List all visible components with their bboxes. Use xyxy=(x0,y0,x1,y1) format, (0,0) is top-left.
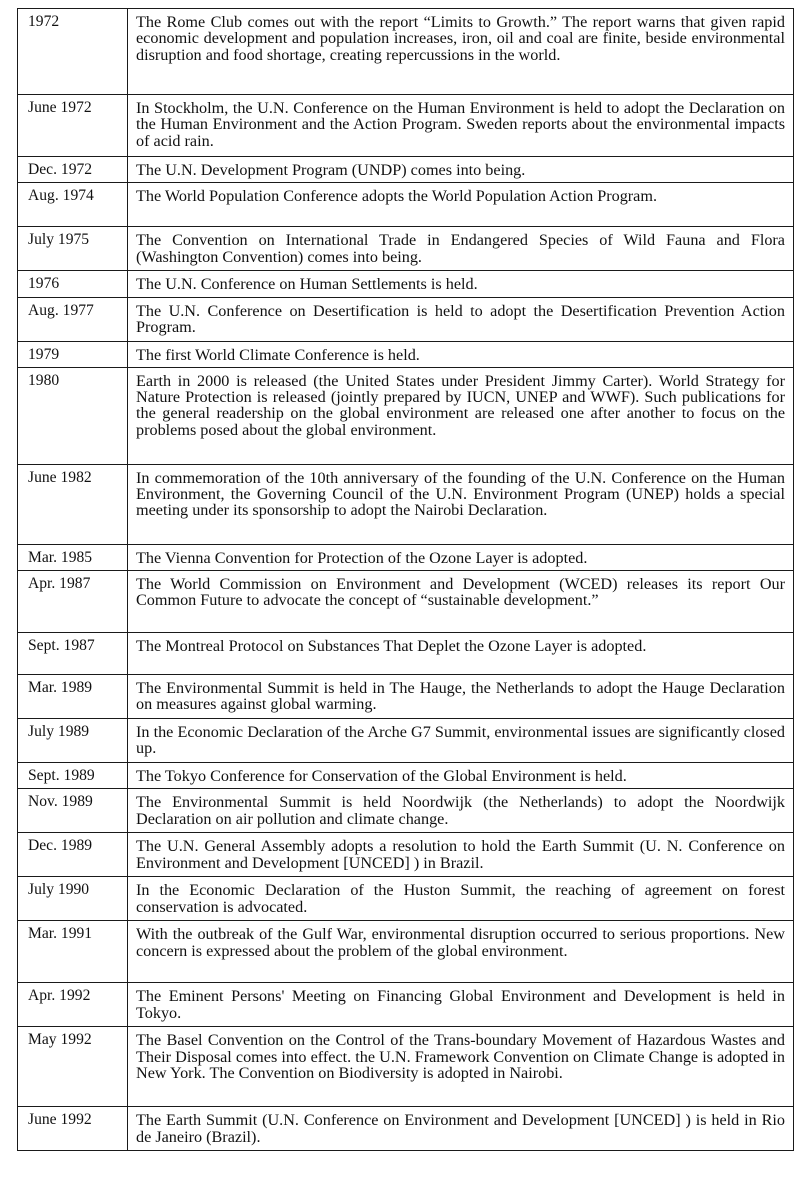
row-date: Sept. 1989 xyxy=(18,763,128,789)
row-date: Dec. 1972 xyxy=(18,157,128,183)
row-date: May 1992 xyxy=(18,1027,128,1107)
row-event: The U.N. Development Program (UNDP) comes into being. xyxy=(128,157,794,183)
row-event: The Environmental Summit is held Noordwijk (the Netherlands) to adopt the Noordwijk Declaration on air pollution and climate change. xyxy=(128,789,794,833)
row-date: June 1982 xyxy=(18,464,128,544)
table-row xyxy=(18,633,794,675)
row-event: The Environmental Summit is held in The Hauge, the Netherlands to adopt the Hauge Declaration on measures against global warming. xyxy=(128,675,794,719)
row-event: The Rome Club comes out with the report “Limits to Growth.” The report warns that given rapid economic development and population increases, iron, oil and coal are finite, beside environmental disruption and food shortage, creating repercussions in the world. xyxy=(128,9,794,95)
row-event: In the Economic Declaration of the Huston Summit, the reaching of agreement on forest conservation is advocated. xyxy=(128,877,794,921)
row-date: June 1992 xyxy=(18,1107,128,1151)
table-row xyxy=(18,921,794,983)
table-row xyxy=(18,789,794,833)
row-date: Apr. 1987 xyxy=(18,571,128,633)
table-row xyxy=(18,675,794,719)
table-row xyxy=(18,833,794,877)
row-date: Mar. 1991 xyxy=(18,921,128,983)
row-date: Dec. 1989 xyxy=(18,833,128,877)
row-event: The Vienna Convention for Protection of the Ozone Layer is adopted. xyxy=(128,544,794,570)
row-event: The World Commission on Environment and Development (WCED) releases its report Our Common Future to advocate the concept of “sustainable development.” xyxy=(128,571,794,633)
timeline-body xyxy=(18,9,794,1151)
table-row xyxy=(18,1107,794,1151)
table-row xyxy=(18,157,794,183)
row-event: The first World Climate Conference is held. xyxy=(128,341,794,367)
row-event: In the Economic Declaration of the Arche G7 Summit, environmental issues are significantly closed up. xyxy=(128,719,794,763)
row-date: Aug. 1977 xyxy=(18,297,128,341)
table-row xyxy=(18,464,794,544)
table-row xyxy=(18,183,794,227)
row-event: The World Population Conference adopts the World Population Action Program. xyxy=(128,183,794,227)
row-event: The Eminent Persons' Meeting on Financing Global Environment and Development is held in Tokyo. xyxy=(128,983,794,1027)
row-date: 1980 xyxy=(18,367,128,464)
table-row xyxy=(18,95,794,157)
table-row xyxy=(18,983,794,1027)
row-event: The Tokyo Conference for Conservation of the Global Environment is held. xyxy=(128,763,794,789)
row-date: June 1972 xyxy=(18,95,128,157)
row-date: 1976 xyxy=(18,271,128,297)
table-row xyxy=(18,271,794,297)
row-event: The U.N. General Assembly adopts a resolution to hold the Earth Summit (U. N. Conference on Environment and Development [UNCED] ) in Brazil. xyxy=(128,833,794,877)
row-date: 1972 xyxy=(18,9,128,95)
row-date: July 1975 xyxy=(18,227,128,271)
row-event: The U.N. Conference on Desertification is held to adopt the Desertification Prevention Action Program. xyxy=(128,297,794,341)
row-event: In Stockholm, the U.N. Conference on the Human Environment is held to adopt the Declaration on the Human Environment and the Action Program. Sweden reports about the environmental impacts of acid rain. xyxy=(128,95,794,157)
row-event: With the outbreak of the Gulf War, environmental disruption occurred to serious proportions. New concern is expressed about the problem of the global environment. xyxy=(128,921,794,983)
row-event: The Earth Summit (U.N. Conference on Environment and Development [UNCED] ) is held in Rio de Janeiro (Brazil). xyxy=(128,1107,794,1151)
table-row xyxy=(18,9,794,95)
row-event: The Convention on International Trade in Endangered Species of Wild Fauna and Flora (Washington Convention) comes into being. xyxy=(128,227,794,271)
table-row xyxy=(18,544,794,570)
row-date: Apr. 1992 xyxy=(18,983,128,1027)
table-row xyxy=(18,763,794,789)
row-date: Sept. 1987 xyxy=(18,633,128,675)
row-date: Aug. 1974 xyxy=(18,183,128,227)
table-row xyxy=(18,341,794,367)
table-row xyxy=(18,297,794,341)
table-row xyxy=(18,571,794,633)
row-date: July 1989 xyxy=(18,719,128,763)
row-date: Mar. 1989 xyxy=(18,675,128,719)
row-event: The Basel Convention on the Control of the Trans-boundary Movement of Hazardous Wastes and Their Disposal comes into effect. the U.N. Framework Convention on Climate Change is adopted in New York. The Convention on Biodiversity is adopted in Nairobi. xyxy=(128,1027,794,1107)
row-event: The Montreal Protocol on Substances That Deplet the Ozone Layer is adopted. xyxy=(128,633,794,675)
table-row xyxy=(18,227,794,271)
table-row xyxy=(18,1027,794,1107)
row-date: Mar. 1985 xyxy=(18,544,128,570)
row-event: The U.N. Conference on Human Settlements is held. xyxy=(128,271,794,297)
table-row xyxy=(18,877,794,921)
environment-timeline-table xyxy=(17,8,794,1151)
row-event: In commemoration of the 10th anniversary of the founding of the U.N. Conference on the Human Environment, the Governing Council of the U.N. Environment Program (UNEP) holds a special meeting under its sponsorship to adopt the Nairobi Declaration. xyxy=(128,464,794,544)
table-row xyxy=(18,719,794,763)
row-date: Nov. 1989 xyxy=(18,789,128,833)
row-date: 1979 xyxy=(18,341,128,367)
table-row xyxy=(18,367,794,464)
row-event: Earth in 2000 is released (the United States under President Jimmy Carter). World Strategy for Nature Protection is released (jointly prepared by IUCN, UNEP and WWF). Such publications for the general readership on the global environment are released one after another to focus on the problems posed about the global environment. xyxy=(128,367,794,464)
row-date: July 1990 xyxy=(18,877,128,921)
